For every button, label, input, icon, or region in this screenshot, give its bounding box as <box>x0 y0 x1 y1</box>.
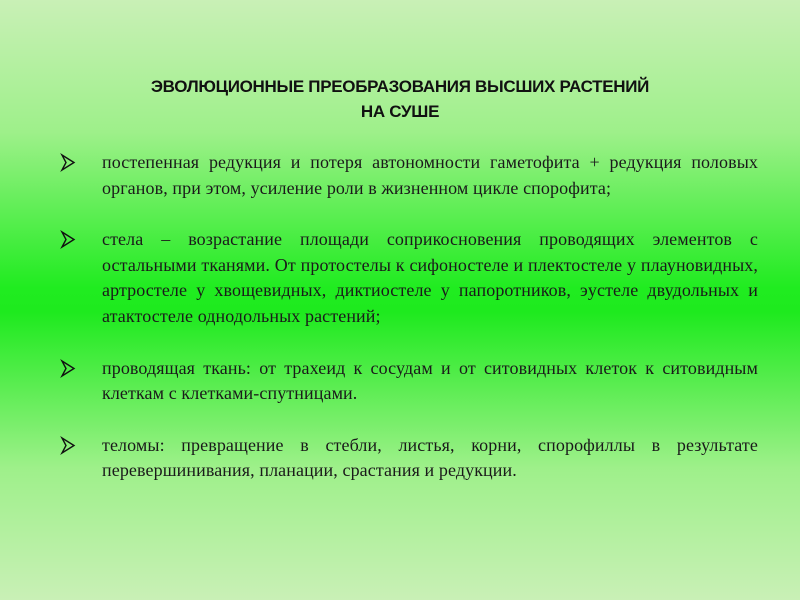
bullet-item <box>60 356 758 407</box>
bullet-text: стела – возрастание площади соприкосновения проводящих элементов с остальными тканями. От протостелы к сифоностеле и плектостеле у плауновидных, артростеле у хвощевидных, диктиостеле у папоротников, эустеле двудольных и атактостеле однодольных растений; <box>102 229 758 326</box>
arrowhead-bullet-icon <box>60 227 80 252</box>
slide-title <box>40 74 760 124</box>
slide-title-line-1: ЭВОЛЮЦИОННЫЕ ПРЕОБРАЗОВАНИЯ ВЫСШИХ РАСТЕНИЙ <box>150 77 650 96</box>
bullet-item <box>60 150 758 201</box>
bullet-item <box>60 227 758 329</box>
arrowhead-bullet-icon <box>60 150 80 175</box>
bullet-item <box>60 433 758 484</box>
arrowhead-bullet-icon <box>60 433 80 458</box>
arrowhead-bullet-icon <box>60 356 80 381</box>
slide-title-line-2: НА СУШЕ <box>360 102 440 121</box>
bullet-text: теломы: превращение в стебли, листья, корни, спорофиллы в результате перевершинивания, планации, срастания и редукции. <box>102 434 758 481</box>
bullet-text: проводящая ткань: от трахеид к сосудам и от ситовидных клеток к ситовидным клеткам с клетками-спутницами. <box>102 357 758 404</box>
bullet-list <box>60 150 758 510</box>
bullet-text: постепенная редукция и потеря автономности гаметофита + редукция половых органов, при этом, усиление роли в жизненном цикле спорофита; <box>102 152 758 198</box>
